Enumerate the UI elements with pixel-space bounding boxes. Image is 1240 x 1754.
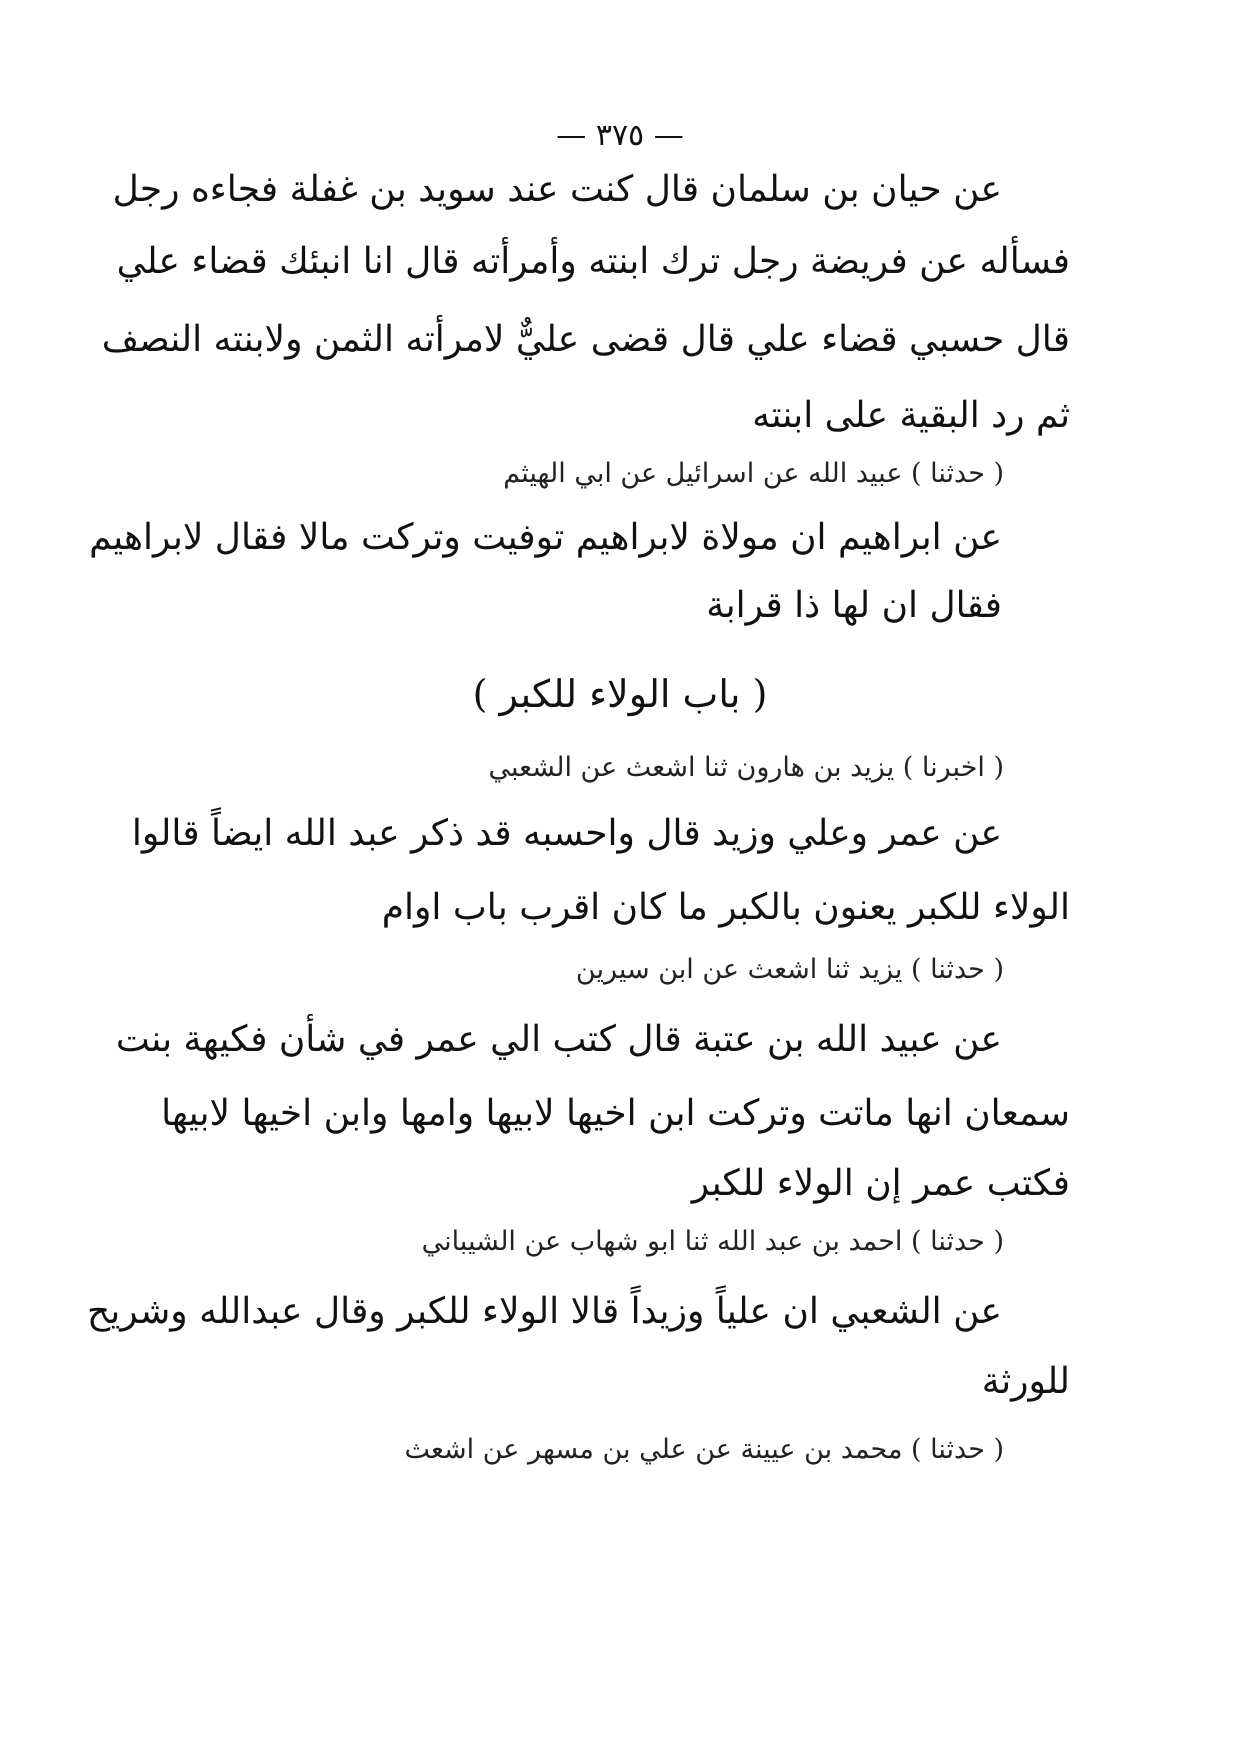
text-line: سمعان انها ماتت وتركت ابن اخيها لابيها وامها وابن اخيها لابيها — [161, 1093, 1070, 1134]
isnad-line: ( حدثنا ) احمد بن عبد الله ثنا ابو شهاب عن الشيباني — [421, 1226, 1004, 1257]
page-number: — ٣٧٥ — — [556, 118, 684, 153]
text-line: عن الشعبي ان علياً وزيداً قالا الولاء للكبر وقال عبدالله وشريح — [86, 1291, 1002, 1332]
text-line: قال حسبي قضاء علي قال قضى عليٌّ لامرأته الثمن ولابنته النصف — [101, 319, 1070, 360]
text-line: عن عبيد الله بن عتبة قال كتب الي عمر في شأن فكيهة بنت — [115, 1019, 1002, 1060]
text-line: فقال ان لها ذا قرابة — [706, 585, 1002, 626]
text-line: عن عمر وعلي وزيد قال واحسبه قد ذكر عبد الله ايضاً قالوا — [131, 813, 1002, 854]
isnad-line: ( حدثنا ) عبيد الله عن اسرائيل عن ابي الهيثم — [503, 458, 1004, 489]
isnad-line: ( حدثنا ) يزيد ثنا اشعث عن ابن سيرين — [575, 954, 1004, 985]
text-line: فكتب عمر إن الولاء للكبر — [691, 1163, 1070, 1204]
text-line: للورثة — [981, 1361, 1070, 1402]
isnad-line: ( حدثنا ) محمد بن عيينة عن علي بن مسهر عن اشعث — [404, 1434, 1004, 1465]
text-line: ثم رد البقية على ابنته — [752, 395, 1070, 436]
text-line: عن ابراهيم ان مولاة لابراهيم توفيت وتركت مالا فقال لابراهيم — [89, 517, 1002, 558]
text-line: عن حيان بن سلمان قال كنت عند سويد بن غفلة فجاءه رجل — [112, 169, 1002, 210]
text-line: الولاء للكبر يعنون بالكبر ما كان اقرب باب اوام — [381, 887, 1070, 928]
section-heading: ( باب الولاء للكبر ) — [472, 672, 768, 716]
text-line: فسأله عن فريضة رجل ترك ابنته وأمرأته قال انا انبئك قضاء علي — [116, 241, 1070, 282]
isnad-line: ( اخبرنا ) يزيد بن هارون ثنا اشعث عن الشعبي — [488, 752, 1004, 783]
